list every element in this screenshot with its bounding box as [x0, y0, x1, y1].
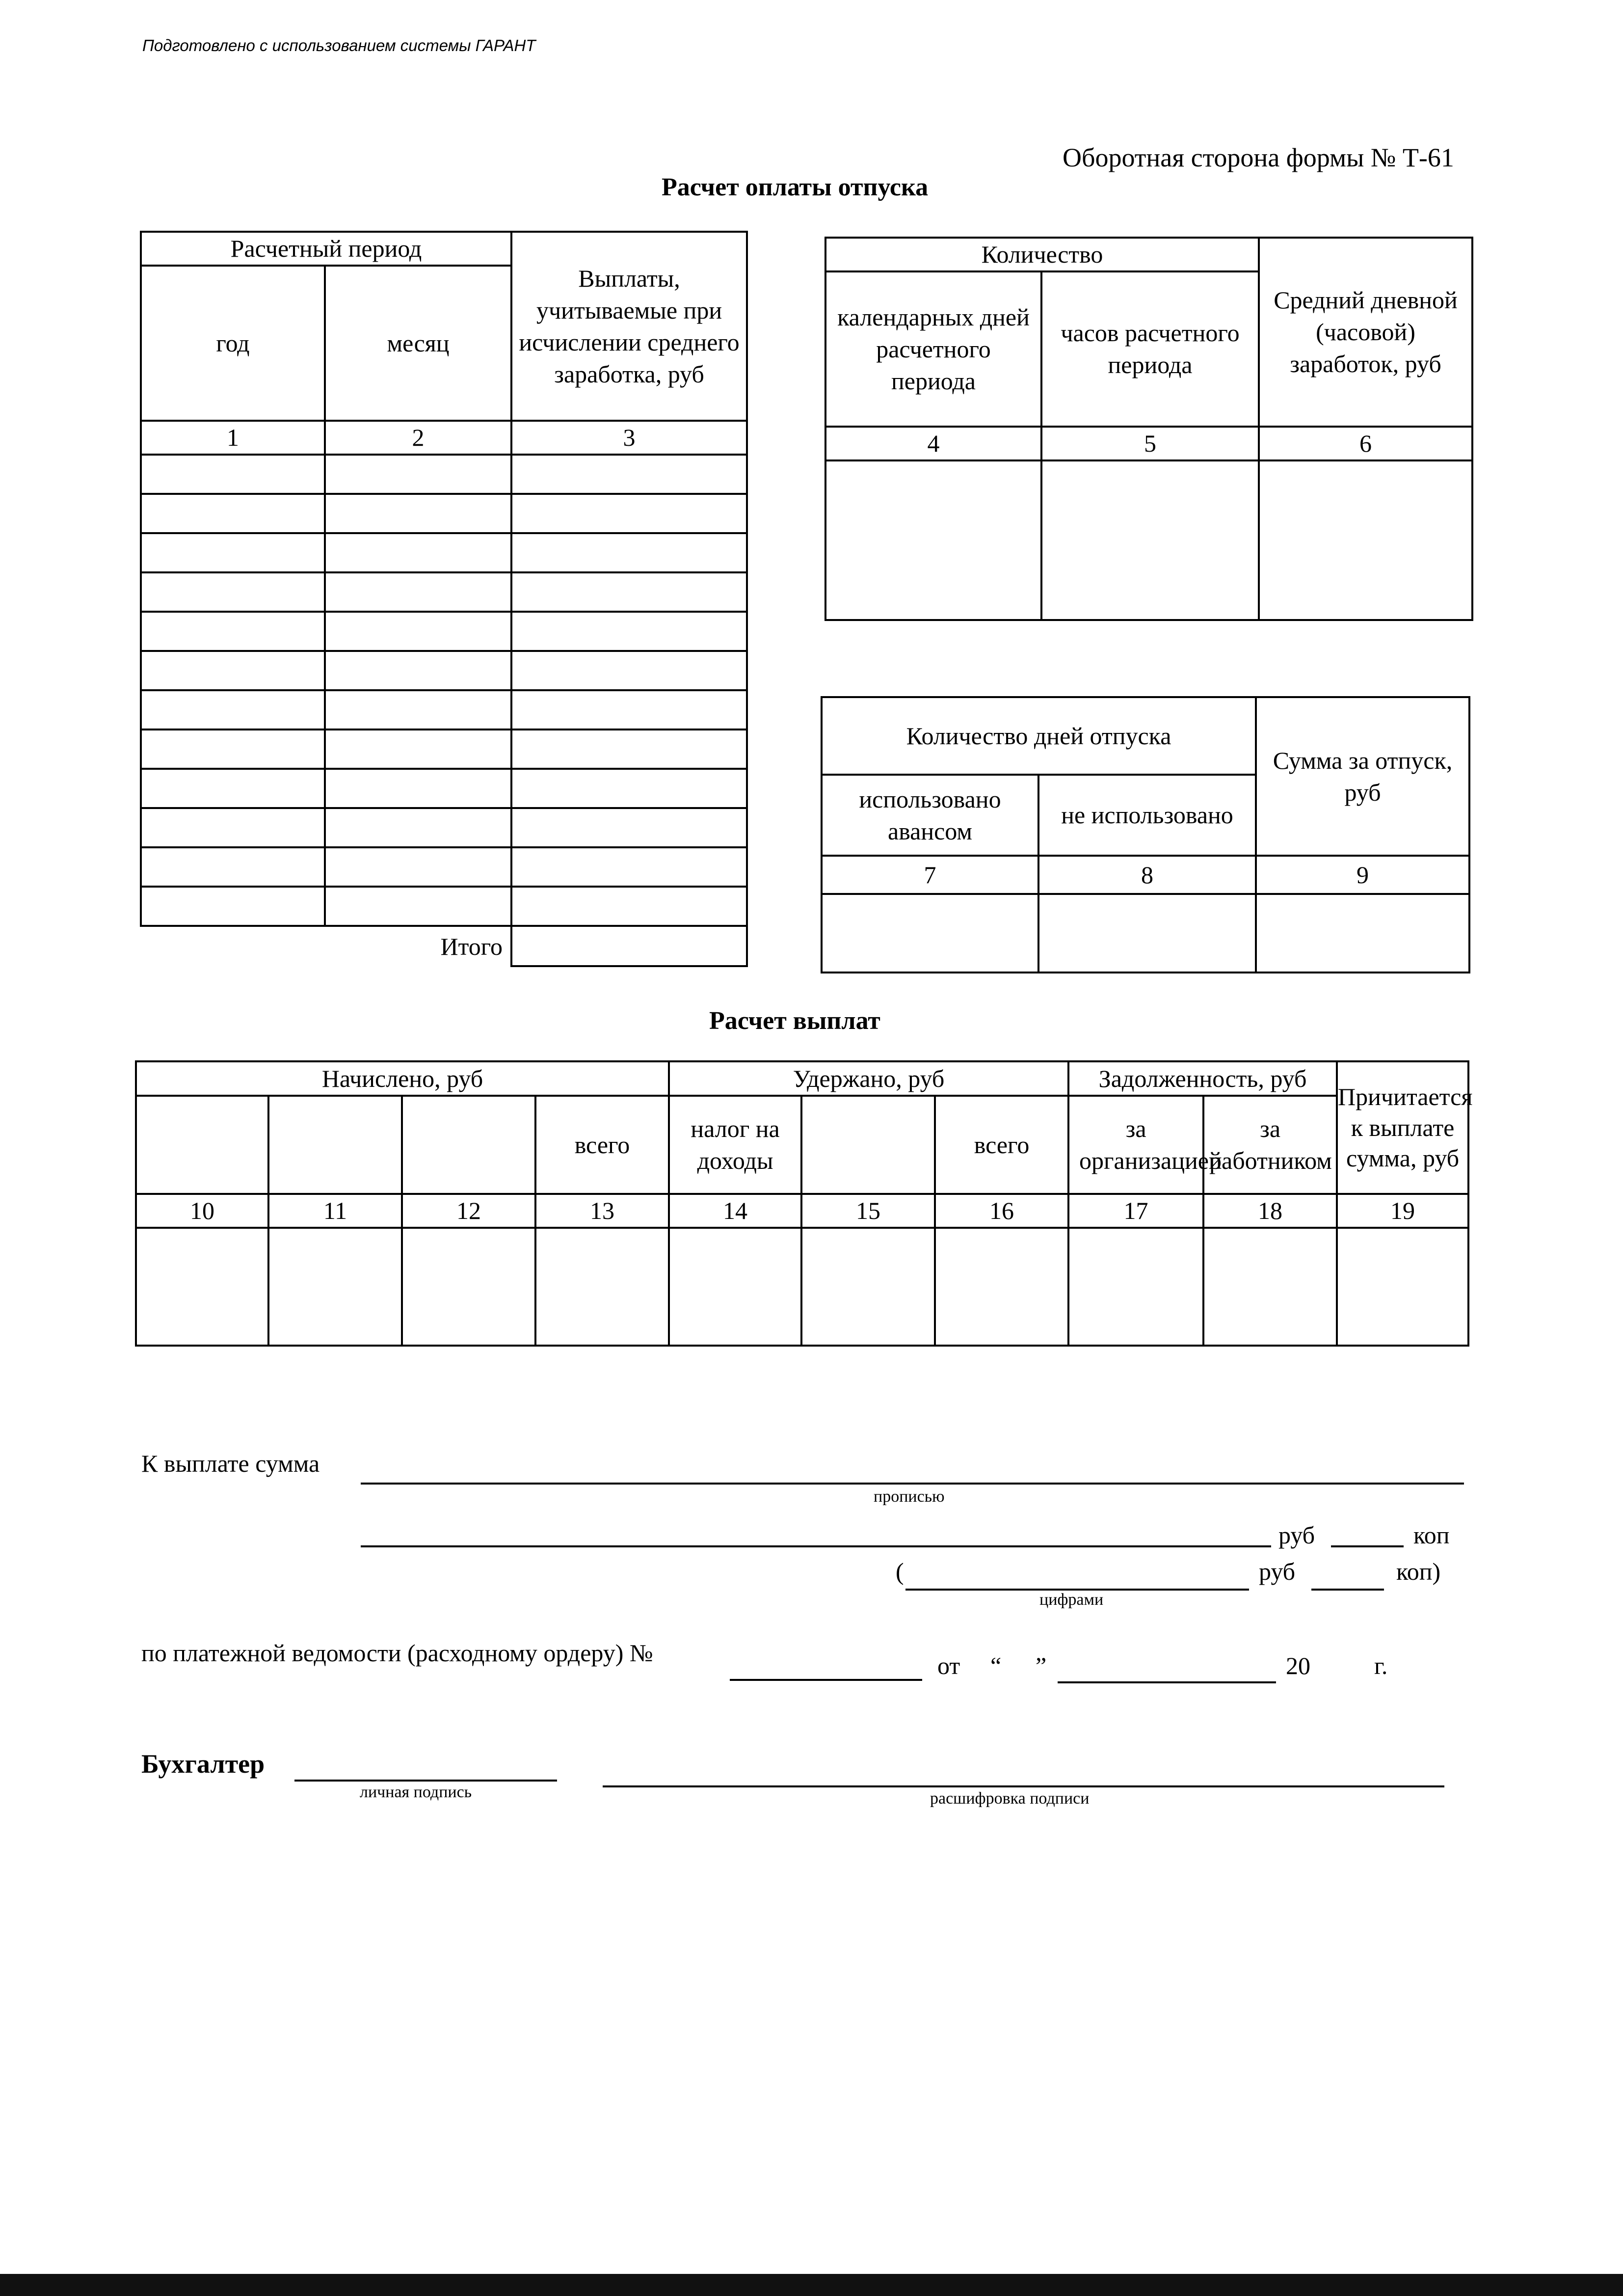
debt-org-header: за организацией [1068, 1096, 1203, 1194]
quantity-header: Количество [825, 238, 1259, 271]
due-header: Причитается к выплате сумма, руб [1337, 1061, 1468, 1194]
table-row [141, 769, 747, 808]
month-header: месяц [325, 266, 511, 421]
scan-border [0, 2274, 1623, 2296]
year-suffix: г. [1374, 1652, 1388, 1679]
quote-close: ” [1036, 1652, 1047, 1679]
form-side-label: Оборотная сторона формы № Т-61 [1063, 143, 1454, 172]
period-header: Расчетный период [141, 232, 511, 266]
not-used-header: не использовано [1038, 775, 1256, 856]
col-num: 18 [1203, 1194, 1337, 1228]
col-num: 12 [402, 1194, 535, 1228]
col-num: 9 [1256, 856, 1469, 894]
vacation-days-table [821, 696, 1470, 973]
col-num: 15 [801, 1194, 935, 1228]
used-advance-header: использовано авансом [822, 775, 1038, 856]
table-row [822, 894, 1469, 972]
col-num: 5 [1041, 427, 1259, 460]
rub-label: руб [1278, 1521, 1315, 1549]
col-num: 13 [535, 1194, 669, 1228]
signature-line[interactable] [294, 1780, 557, 1782]
col-num: 7 [822, 856, 1038, 894]
payments-considered-header: Выплаты, учитываемые при исчислении среднего заработка, руб [511, 232, 747, 421]
table-row [141, 729, 747, 769]
col-num: 11 [268, 1194, 402, 1228]
vacation-period-table [140, 231, 748, 967]
table-row [136, 1228, 1468, 1346]
col-num: 4 [825, 427, 1041, 460]
withheld-total-header: всего [935, 1096, 1068, 1194]
vacation-calc-title: Расчет оплаты отпуска [662, 173, 929, 201]
table-row [825, 460, 1472, 620]
vacation-days-header: Количество дней отпуска [822, 697, 1256, 775]
accrued-total-header: всего [535, 1096, 669, 1194]
amount-words-line-2[interactable] [361, 1545, 1271, 1547]
kop-figures-line[interactable] [1311, 1589, 1384, 1591]
signature-decode-caption: расшифровка подписи [930, 1789, 1090, 1808]
signature-caption: личная подпись [360, 1783, 472, 1801]
col-num: 19 [1337, 1194, 1468, 1228]
kop-line[interactable] [1331, 1545, 1404, 1547]
table-row [141, 808, 747, 847]
accrued-header: Начислено, руб [136, 1061, 669, 1096]
year-prefix: 20 [1286, 1652, 1310, 1679]
withheld-header: Удержано, руб [669, 1061, 1068, 1096]
table-row [141, 533, 747, 572]
col-num: 17 [1068, 1194, 1203, 1228]
kop-label: коп [1413, 1521, 1450, 1549]
col-num: 1 [141, 421, 325, 455]
signature-decode-line[interactable] [603, 1785, 1444, 1787]
table-row [141, 572, 747, 612]
total-label: Итого [141, 926, 511, 966]
open-paren: ( [896, 1558, 904, 1585]
calendar-days-header: календарных дней расчетного периода [825, 271, 1041, 427]
vacation-sum-header: Сумма за отпуск, руб [1256, 697, 1469, 856]
col-num: 16 [935, 1194, 1068, 1228]
accountant-label: Бухгалтер [141, 1749, 265, 1779]
prepared-note: Подготовлено с использованием системы ГАРАНТ [142, 36, 536, 54]
to-pay-label: К выплате сумма [141, 1450, 320, 1477]
payments-table [135, 1060, 1473, 1347]
table-row [141, 612, 747, 651]
hours-header: часов расчетного периода [1041, 271, 1259, 427]
debt-employee-header: за работником [1203, 1096, 1337, 1194]
table-row [141, 494, 747, 533]
table-row [141, 847, 747, 887]
kop-close-label: коп) [1396, 1558, 1441, 1585]
in-figures-caption: цифрами [1039, 1591, 1104, 1609]
col-num: 3 [511, 421, 747, 455]
rub-label-2: руб [1259, 1558, 1296, 1585]
table-row [141, 887, 747, 926]
col-num: 10 [136, 1194, 268, 1228]
col-num: 8 [1038, 856, 1256, 894]
col-num: 14 [669, 1194, 801, 1228]
payments-title: Расчет выплат [709, 1007, 880, 1035]
date-line[interactable] [1058, 1681, 1276, 1683]
amount-words-line[interactable] [361, 1483, 1464, 1485]
debt-header: Задолженность, руб [1068, 1061, 1337, 1096]
statement-label: по платежной ведомости (расходному ордеру) № [141, 1639, 653, 1667]
income-tax-header: налог на доходы [669, 1096, 801, 1194]
from-label: от [937, 1652, 960, 1679]
avg-earnings-header: Средний дневной (часовой) заработок, руб [1259, 238, 1472, 427]
total-value-cell [511, 926, 747, 966]
col-num: 2 [325, 421, 511, 455]
quote-open: “ [990, 1652, 1002, 1679]
in-words-caption: прописью [874, 1487, 945, 1506]
quantity-table [825, 237, 1473, 621]
col-num: 6 [1259, 427, 1472, 460]
table-row [141, 651, 747, 690]
table-row [141, 455, 747, 494]
statement-number-line[interactable] [730, 1679, 922, 1681]
table-row [141, 690, 747, 729]
year-header: год [141, 266, 325, 421]
